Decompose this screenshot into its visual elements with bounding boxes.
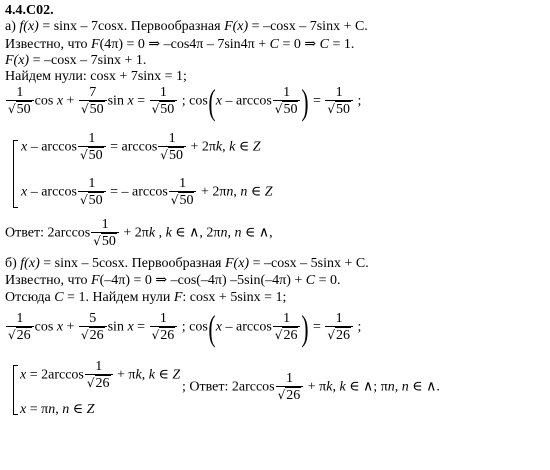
- part-a-system-row-1: x – arccos $\frac{1}{√50}$ = arccos $\frac{1}{√50}$ + 2πk, k ∈ Z: [21, 131, 261, 163]
- part-a-equation: $\frac{1}{√50}$ cos x + $\frac{7}{√50}$ sin x = $\frac{1}{√50}$ ; cos(x – arccos $\frac{1}{√50}$ ) = $\frac{1}{√50}$ ;: [8, 81, 362, 122]
- fraction: $\frac{1}{√50}$: [273, 86, 301, 117]
- fraction: $\frac{1}{√50}$: [78, 132, 106, 163]
- system-bracket: [13, 140, 20, 208]
- part-b-line-1: б) f(x) = sinx – 5cosx. Первообразная F(x) = –cosx – 5sinx + C.: [5, 256, 369, 271]
- system-bracket: [13, 365, 20, 415]
- fraction: $\frac{1}{√26}$: [85, 360, 113, 391]
- fraction: $\frac{7}{√50}$: [79, 86, 107, 117]
- part-a-system-row-2: x – arccos $\frac{1}{√50}$ = – arccos $\frac{1}{√50}$ + 2πn, n ∈ Z: [21, 176, 273, 208]
- part-a-answer: Ответ: 2arccos $\frac{1}{√50}$ + 2πk , k ∈ ∧, 2πn, n ∈ ∧,: [5, 217, 273, 249]
- part-b-system-row-2: x = πn, n ∈ Z: [20, 402, 95, 417]
- part-a-line-4: Найдем нули: cosx + 7sinx = 1;: [5, 69, 187, 84]
- part-a-line-1: а) f(x) = sinx – 7cosx. Первообразная F(x) = –cosx – 7sinx + C.: [5, 19, 368, 34]
- fraction: $\frac{5}{√26}$: [79, 312, 107, 343]
- fraction: $\frac{1}{√50}$: [169, 177, 197, 208]
- fraction: $\frac{1}{√26}$: [325, 312, 353, 343]
- fraction: $\frac{1}{√26}$: [6, 312, 34, 343]
- problem-number: 4.4.C02.: [5, 3, 54, 18]
- part-b-system-row-1: x = 2arccos $\frac{1}{√26}$ + πk, k ∈ Z: [20, 359, 181, 391]
- fraction: $\frac{1}{√50}$: [150, 86, 178, 117]
- fraction: $\frac{1}{√50}$: [325, 86, 353, 117]
- part-a-line-3: F(x) = –cosx – 7sinx + 1.: [5, 53, 147, 68]
- part-b-answer: ; Ответ: 2arccos $\frac{1}{√26}$ + πk, k ∈ ∧; πn, n ∈ ∧.: [182, 371, 440, 403]
- part-b-line-3: Отсюда C = 1. Найдем нули F: cosx + 5sinx = 1;: [5, 290, 287, 305]
- part-b-equation: $\frac{1}{√26}$ cos x + $\frac{5}{√26}$ sin x = $\frac{1}{√26}$ ; cos(x – arccos $\frac{1}{√26}$ ) = $\frac{1}{√26}$ ;: [8, 307, 362, 348]
- fraction: $\frac{1}{√50}$: [91, 218, 119, 249]
- fraction: $\frac{1}{√26}$: [273, 312, 301, 343]
- fraction: $\frac{1}{√50}$: [158, 132, 186, 163]
- fraction: $\frac{1}{√50}$: [78, 177, 106, 208]
- fraction: $\frac{1}{√26}$: [276, 372, 304, 403]
- fraction: $\frac{1}{√50}$: [6, 86, 34, 117]
- part-a-line-2: Известно, что F(4π) = 0 ⇒ –cos4π – 7sin4π + C = 0 ⇒ C = 1.: [5, 37, 355, 52]
- fraction: $\frac{1}{√26}$: [150, 312, 178, 343]
- part-b-line-2: Известно, что F(–4π) = 0 ⇒ –cos(–4π) –5sin(–4π) + C = 0.: [5, 273, 341, 288]
